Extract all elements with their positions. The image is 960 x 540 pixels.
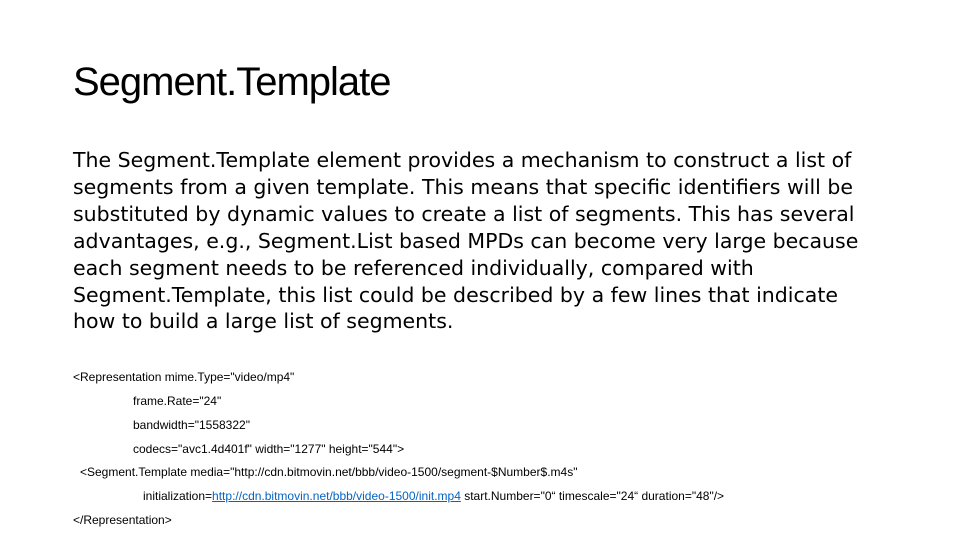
code-line-representation: <Representation mime.Type="video/mp4" [73,370,295,384]
code-line-initialization [143,489,724,503]
code-initialization-suffix: start.Number="0“ timescale="24“ duration="48"/> [460,489,725,503]
code-line-frame-rate: frame.Rate="24" [133,394,222,408]
code-initialization-prefix: initialization= [143,489,213,503]
slide-title: Segment.Template [73,60,391,104]
code-line-codecs: codecs="avc1.4d401f" width="1277" height="544"> [133,442,405,456]
code-line-bandwidth: bandwidth="1558322" [133,418,250,432]
body-paragraph: The Segment.Template element provides a mechanism to construct a list of segments from a given template. This means that specific identifiers will be substituted by dynamic values to create a list of segments. This has several advantages, e.g., Segment.List based MPDs can become very large because each segment needs to be referenced individually, compared with Segment.Template, this list could be described by a few lines that indicate how to build a large list of segments. [73,148,859,334]
code-line-segment-template: <Segment.Template media="http://cdn.bitmovin.net/bbb/video-1500/segment-$Number$.m4s" [80,465,578,479]
init-url-link[interactable]: http://cdn.bitmovin.net/bbb/video-1500/init.mp4 [212,489,461,503]
code-line-representation-close: </Representation> [73,513,172,527]
